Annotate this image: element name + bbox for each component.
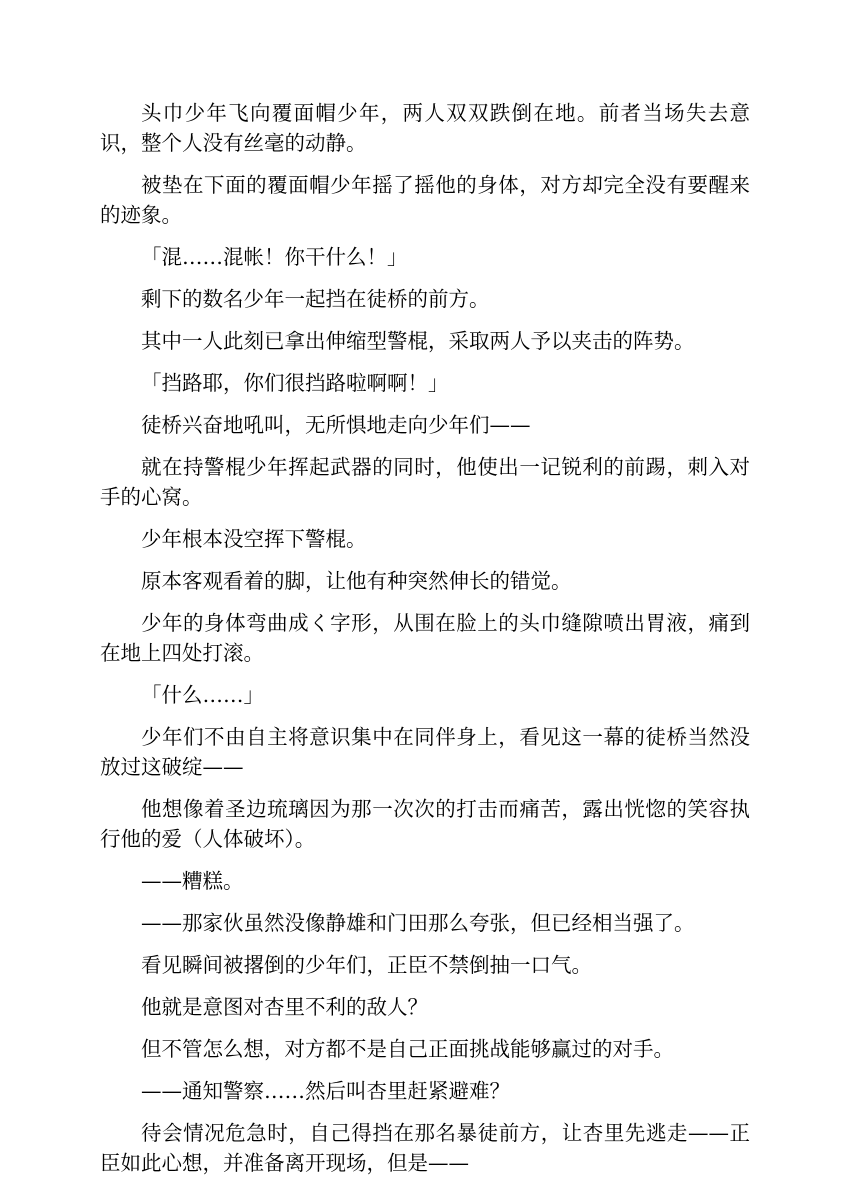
paragraph-4: 剩下的数名少年一起挡在徒桥的前方。 [141,287,490,311]
paragraph-17: 看见瞬间被撂倒的少年们，正臣不禁倒抽一口气。 [141,953,592,977]
paragraph-3: 「混……混帐！你干什么！」 [141,245,408,269]
paragraph-19: 但不管怎么想，对方都不是自己正面挑战能够赢过的对手。 [141,1037,674,1061]
paragraph-8: 就在持警棍少年挥起武器的同时，他使出一记锐利的前踢，刺入对手的心窝。 [100,455,750,509]
paragraph-7: 徒桥兴奋地吼叫，无所惧地走向少年们—— [141,413,531,437]
paragraph-1: 头巾少年飞向覆面帽少年，两人双双跌倒在地。前者当场失去意识，整个人没有丝毫的动静。 [100,101,750,155]
paragraph-11: 少年的身体弯曲成く字形，从围在脸上的头巾缝隙喷出胃液，痛到在地上四处打滚。 [100,611,750,665]
paragraph-2: 被垫在下面的覆面帽少年摇了摇他的身体，对方却完全没有要醒来的迹象。 [100,173,750,227]
paragraph-14: 他想像着圣边琉璃因为那一次次的打击而痛苦，露出恍惚的笑容执行他的爱（人体破坏）。 [100,797,750,851]
document-page [100,98,750,1190]
paragraph-12: 「什么……」 [141,683,264,707]
paragraph-16: ——那家伙虽然没像静雄和门田那么夸张，但已经相当强了。 [141,911,695,935]
paragraph-9: 少年根本没空挥下警棍。 [141,527,367,551]
paragraph-15: ——糟糕。 [141,869,244,893]
paragraph-10: 原本客观看着的脚，让他有种突然伸长的错觉。 [141,569,572,593]
paragraph-21: 待会情况危急时，自己得挡在那名暴徒前方，让杏里先逃走——正臣如此心想，并准备离开现场，但是—— [100,1121,750,1175]
paragraph-13: 少年们不由自主将意识集中在同伴身上，看见这一幕的徒桥当然没放过这破绽—— [100,725,750,779]
paragraph-18: 他就是意图对杏里不利的敌人？ [141,995,428,1019]
paragraph-6: 「挡路耶，你们很挡路啦啊啊！」 [141,371,449,395]
paragraph-5: 其中一人此刻已拿出伸缩型警棍，采取两人予以夹击的阵势。 [141,329,695,353]
paragraph-20: ——通知警察……然后叫杏里赶紧避难？ [141,1079,510,1103]
